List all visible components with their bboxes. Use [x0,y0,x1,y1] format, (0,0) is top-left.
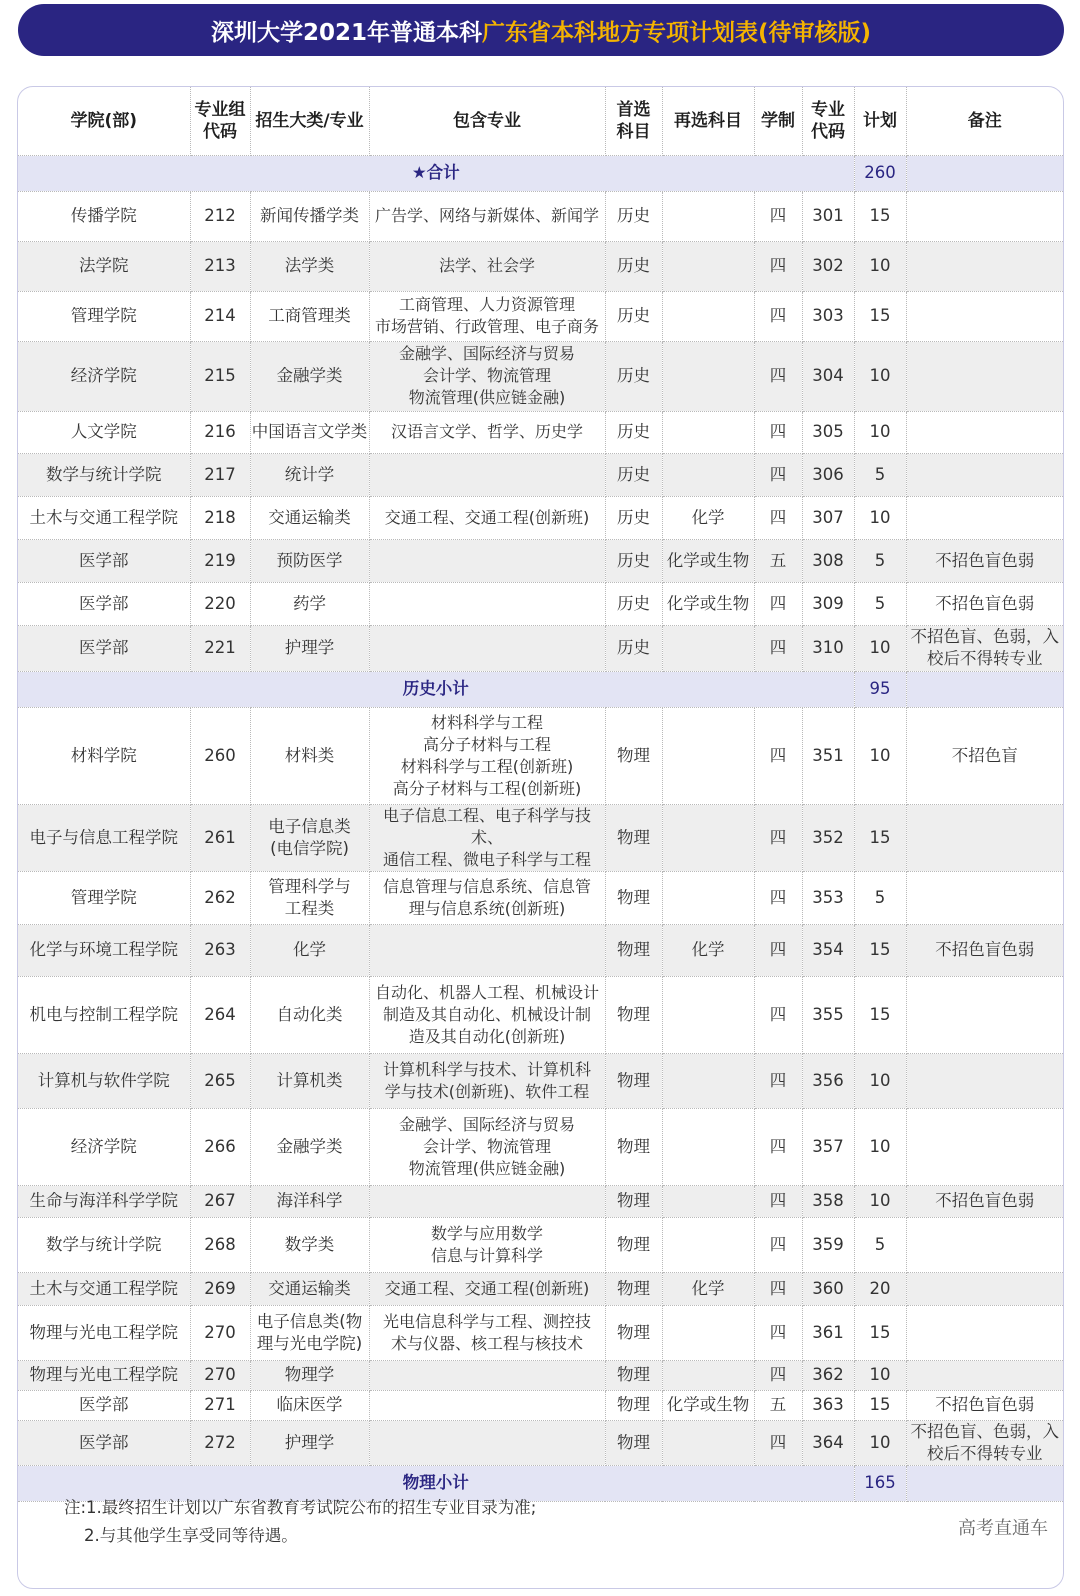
cell-college: 经济学院 [18,341,190,411]
cell-category: 电子信息类(物 理与光电学院) [250,1305,369,1360]
cell-second-subject [662,1420,754,1465]
cell-category: 计算机类 [250,1053,369,1108]
table-body [18,155,1063,1501]
cell-plan: 15 [854,1305,906,1360]
footnotes [64,1494,536,1550]
table-row [18,924,1063,976]
cell-remarks [906,1272,1063,1305]
cell-duration: 四 [754,191,802,241]
cell-included-majors: 光电信息科学与工程、测控技 术与仪器、核工程与核技术 [369,1305,605,1360]
cell-duration: 四 [754,1053,802,1108]
cell-remarks [906,1305,1063,1360]
cell-group-code: 216 [190,411,250,453]
cell-plan: 10 [854,1185,906,1217]
summary-empty [906,1465,1063,1501]
cell-college: 计算机与软件学院 [18,1053,190,1108]
col-header-college: 学院(部) [18,87,190,155]
cell-group-code: 220 [190,582,250,625]
cell-major-code: 362 [802,1360,854,1390]
cell-category: 电子信息类 (电信学院) [250,804,369,871]
cell-second-subject: 化学 [662,496,754,539]
cell-remarks [906,453,1063,496]
cell-included-majors: 法学、社会学 [369,241,605,291]
cell-first-subject: 历史 [605,625,662,671]
title-part-2: 广东省本科地方专项计划表(待审核版) [481,19,872,46]
cell-second-subject [662,804,754,871]
table-row [18,1185,1063,1217]
cell-major-code: 353 [802,871,854,924]
summary-empty [906,671,1063,707]
cell-first-subject: 历史 [605,191,662,241]
summary-empty [906,155,1063,191]
cell-first-subject: 历史 [605,496,662,539]
cell-category: 工商管理类 [250,291,369,341]
cell-group-code: 266 [190,1108,250,1185]
cell-included-majors: 材料科学与工程 高分子材料与工程 材料科学与工程(创新班) 高分子材料与工程(创新班) [369,707,605,804]
cell-plan: 10 [854,625,906,671]
cell-remarks [906,1360,1063,1390]
cell-major-code: 306 [802,453,854,496]
plan-table [18,87,1063,1502]
cell-first-subject: 历史 [605,582,662,625]
cell-college: 电子与信息工程学院 [18,804,190,871]
col-header-first-subject: 首选 科目 [605,87,662,155]
cell-category: 预防医学 [250,539,369,582]
cell-remarks [906,871,1063,924]
cell-group-code: 215 [190,341,250,411]
cell-category: 化学 [250,924,369,976]
cell-included-majors [369,1185,605,1217]
cell-group-code: 264 [190,976,250,1053]
cell-duration: 四 [754,411,802,453]
cell-second-subject: 化学或生物 [662,539,754,582]
cell-included-majors [369,1420,605,1465]
cell-second-subject [662,1217,754,1272]
cell-major-code: 356 [802,1053,854,1108]
cell-major-code: 308 [802,539,854,582]
cell-second-subject [662,291,754,341]
cell-college: 经济学院 [18,1108,190,1185]
cell-college: 化学与环境工程学院 [18,924,190,976]
cell-second-subject [662,1053,754,1108]
cell-second-subject [662,411,754,453]
cell-college: 传播学院 [18,191,190,241]
col-header-included-majors: 包含专业 [369,87,605,155]
cell-first-subject: 物理 [605,1108,662,1185]
cell-group-code: 219 [190,539,250,582]
cell-included-majors: 信息管理与信息系统、信息管 理与信息系统(创新班) [369,871,605,924]
cell-duration: 四 [754,707,802,804]
cell-plan: 15 [854,924,906,976]
cell-first-subject: 历史 [605,453,662,496]
cell-remarks: 不招色盲色弱 [906,924,1063,976]
table-row [18,1390,1063,1420]
cell-group-code: 268 [190,1217,250,1272]
cell-included-majors: 广告学、网络与新媒体、新闻学 [369,191,605,241]
cell-included-majors: 自动化、机器人工程、机械设计 制造及其自动化、机械设计制 造及其自动化(创新班) [369,976,605,1053]
cell-college: 法学院 [18,241,190,291]
cell-remarks [906,341,1063,411]
cell-category: 临床医学 [250,1390,369,1420]
cell-category: 新闻传播学类 [250,191,369,241]
table-row [18,1108,1063,1185]
cell-category: 材料类 [250,707,369,804]
cell-first-subject: 物理 [605,1420,662,1465]
cell-major-code: 358 [802,1185,854,1217]
cell-group-code: 265 [190,1053,250,1108]
cell-first-subject: 物理 [605,1185,662,1217]
title-banner [18,4,1064,56]
cell-included-majors [369,539,605,582]
cell-duration: 五 [754,1390,802,1420]
cell-first-subject: 历史 [605,411,662,453]
cell-included-majors: 工商管理、人力资源管理 市场营销、行政管理、电子商务 [369,291,605,341]
table-row [18,804,1063,871]
cell-first-subject: 物理 [605,924,662,976]
cell-plan: 20 [854,1272,906,1305]
cell-remarks [906,976,1063,1053]
cell-category: 统计学 [250,453,369,496]
cell-group-code: 260 [190,707,250,804]
summary-label: 历史小计 [18,671,854,707]
cell-college: 土木与交通工程学院 [18,496,190,539]
cell-group-code: 272 [190,1420,250,1465]
cell-second-subject: 化学 [662,924,754,976]
summary-label: 物理小计 [18,1465,854,1501]
cell-group-code: 218 [190,496,250,539]
cell-major-code: 305 [802,411,854,453]
cell-category: 管理科学与 工程类 [250,871,369,924]
cell-second-subject [662,341,754,411]
cell-major-code: 355 [802,976,854,1053]
cell-plan: 10 [854,1053,906,1108]
cell-first-subject: 物理 [605,1053,662,1108]
cell-second-subject [662,191,754,241]
cell-duration: 四 [754,976,802,1053]
cell-group-code: 221 [190,625,250,671]
table-row [18,1053,1063,1108]
cell-duration: 四 [754,291,802,341]
table-row [18,1272,1063,1305]
cell-college: 数学与统计学院 [18,1217,190,1272]
cell-major-code: 307 [802,496,854,539]
cell-first-subject: 物理 [605,707,662,804]
cell-category: 护理学 [250,625,369,671]
cell-category: 护理学 [250,1420,369,1465]
cell-major-code: 359 [802,1217,854,1272]
cell-remarks [906,1053,1063,1108]
cell-included-majors [369,924,605,976]
cell-category: 交通运输类 [250,496,369,539]
cell-college: 生命与海洋科学学院 [18,1185,190,1217]
cell-major-code: 364 [802,1420,854,1465]
cell-category: 交通运输类 [250,1272,369,1305]
cell-plan: 10 [854,707,906,804]
cell-duration: 四 [754,496,802,539]
table-row [18,871,1063,924]
cell-category: 金融学类 [250,341,369,411]
cell-first-subject: 物理 [605,871,662,924]
cell-included-majors [369,625,605,671]
cell-major-code: 351 [802,707,854,804]
cell-duration: 四 [754,1420,802,1465]
cell-college: 医学部 [18,1420,190,1465]
cell-first-subject: 物理 [605,976,662,1053]
cell-major-code: 363 [802,1390,854,1420]
cell-first-subject: 历史 [605,539,662,582]
col-header-category: 招生大类/专业 [250,87,369,155]
cell-category: 法学类 [250,241,369,291]
cell-first-subject: 物理 [605,1305,662,1360]
cell-group-code: 212 [190,191,250,241]
cell-second-subject [662,871,754,924]
cell-duration: 四 [754,1272,802,1305]
cell-group-code: 267 [190,1185,250,1217]
cell-category: 中国语言文学类 [250,411,369,453]
table-row [18,539,1063,582]
cell-plan: 5 [854,453,906,496]
cell-category: 自动化类 [250,976,369,1053]
cell-remarks [906,1108,1063,1185]
cell-category: 海洋科学 [250,1185,369,1217]
cell-duration: 五 [754,539,802,582]
cell-first-subject: 物理 [605,804,662,871]
cell-second-subject [662,625,754,671]
cell-major-code: 303 [802,291,854,341]
cell-college: 医学部 [18,539,190,582]
cell-plan: 5 [854,871,906,924]
cell-included-majors: 金融学、国际经济与贸易 会计学、物流管理 物流管理(供应链金融) [369,341,605,411]
cell-remarks [906,241,1063,291]
table-row [18,453,1063,496]
cell-first-subject: 历史 [605,341,662,411]
cell-college: 人文学院 [18,411,190,453]
cell-major-code: 309 [802,582,854,625]
cell-remarks: 不招色盲 [906,707,1063,804]
summary-plan: 165 [854,1465,906,1501]
cell-plan: 10 [854,411,906,453]
footnote-2: 2.与其他学生享受同等待遇。 [84,1526,298,1545]
summary-plan: 260 [854,155,906,191]
cell-remarks [906,1217,1063,1272]
cell-duration: 四 [754,341,802,411]
cell-first-subject: 物理 [605,1360,662,1390]
cell-duration: 四 [754,1108,802,1185]
cell-plan: 15 [854,291,906,341]
cell-plan: 15 [854,976,906,1053]
cell-remarks [906,804,1063,871]
cell-plan: 10 [854,1108,906,1185]
cell-major-code: 302 [802,241,854,291]
cell-duration: 四 [754,1217,802,1272]
history-subtotal-row [18,671,1063,707]
cell-plan: 15 [854,1390,906,1420]
cell-first-subject: 历史 [605,291,662,341]
col-header-major-code: 专业 代码 [802,87,854,155]
cell-duration: 四 [754,241,802,291]
col-header-group-code: 专业组 代码 [190,87,250,155]
cell-category: 数学类 [250,1217,369,1272]
cell-major-code: 361 [802,1305,854,1360]
table-row [18,976,1063,1053]
cell-duration: 四 [754,871,802,924]
cell-remarks: 不招色盲色弱 [906,1185,1063,1217]
cell-major-code: 357 [802,1108,854,1185]
col-header-plan: 计划 [854,87,906,155]
cell-major-code: 310 [802,625,854,671]
cell-college: 医学部 [18,1390,190,1420]
cell-college: 数学与统计学院 [18,453,190,496]
footnote-1: 注:1.最终招生计划以广东省教育考试院公布的招生专业目录为准; [64,1498,537,1517]
cell-remarks: 不招色盲、色弱，入 校后不得转专业 [906,1420,1063,1465]
cell-remarks [906,411,1063,453]
cell-group-code: 270 [190,1360,250,1390]
cell-second-subject [662,1185,754,1217]
cell-duration: 四 [754,1360,802,1390]
table-row [18,1420,1063,1465]
cell-group-code: 263 [190,924,250,976]
table-row [18,191,1063,241]
cell-included-majors: 计算机科学与技术、计算机科 学与技术(创新班)、软件工程 [369,1053,605,1108]
cell-included-majors: 数学与应用数学 信息与计算科学 [369,1217,605,1272]
cell-major-code: 304 [802,341,854,411]
cell-first-subject: 物理 [605,1390,662,1420]
cell-college: 物理与光电工程学院 [18,1305,190,1360]
cell-second-subject: 化学或生物 [662,582,754,625]
cell-plan: 10 [854,496,906,539]
table-row [18,496,1063,539]
table-row [18,341,1063,411]
cell-group-code: 262 [190,871,250,924]
cell-included-majors: 金融学、国际经济与贸易 会计学、物流管理 物流管理(供应链金融) [369,1108,605,1185]
cell-plan: 10 [854,1420,906,1465]
cell-group-code: 271 [190,1390,250,1420]
cell-included-majors [369,582,605,625]
cell-duration: 四 [754,453,802,496]
cell-second-subject [662,1305,754,1360]
cell-duration: 四 [754,1305,802,1360]
cell-plan: 5 [854,539,906,582]
cell-included-majors: 汉语言文学、哲学、历史学 [369,411,605,453]
cell-duration: 四 [754,625,802,671]
title-part-1: 深圳大学2021年普通本科 [210,19,482,46]
cell-included-majors: 交通工程、交通工程(创新班) [369,496,605,539]
col-header-remarks: 备注 [906,87,1063,155]
header-row [18,87,1063,155]
cell-second-subject: 化学或生物 [662,1390,754,1420]
cell-remarks: 不招色盲色弱 [906,539,1063,582]
total-row [18,155,1063,191]
cell-college: 土木与交通工程学院 [18,1272,190,1305]
table-row [18,582,1063,625]
table-row [18,241,1063,291]
cell-plan: 5 [854,1217,906,1272]
cell-college: 机电与控制工程学院 [18,976,190,1053]
cell-plan: 15 [854,191,906,241]
cell-category: 药学 [250,582,369,625]
cell-plan: 5 [854,582,906,625]
table-row [18,1217,1063,1272]
cell-second-subject [662,1360,754,1390]
cell-plan: 10 [854,1360,906,1390]
table-row [18,291,1063,341]
table-row [18,1360,1063,1390]
cell-duration: 四 [754,1185,802,1217]
cell-group-code: 214 [190,291,250,341]
cell-included-majors: 电子信息工程、电子科学与技术、 通信工程、微电子科学与工程 [369,804,605,871]
cell-plan: 15 [854,804,906,871]
cell-included-majors [369,453,605,496]
cell-duration: 四 [754,924,802,976]
cell-category: 金融学类 [250,1108,369,1185]
cell-remarks [906,191,1063,241]
cell-group-code: 213 [190,241,250,291]
cell-major-code: 301 [802,191,854,241]
cell-major-code: 354 [802,924,854,976]
cell-college: 医学部 [18,625,190,671]
cell-included-majors: 交通工程、交通工程(创新班) [369,1272,605,1305]
table-row [18,625,1063,671]
col-header-duration: 学制 [754,87,802,155]
cell-remarks: 不招色盲色弱 [906,1390,1063,1420]
cell-included-majors [369,1360,605,1390]
cell-duration: 四 [754,804,802,871]
cell-remarks: 不招色盲、色弱，入 校后不得转专业 [906,625,1063,671]
cell-remarks [906,291,1063,341]
cell-second-subject [662,707,754,804]
col-header-second-subject: 再选科目 [662,87,754,155]
summary-plan: 95 [854,671,906,707]
plan-table-frame [17,86,1064,1589]
cell-major-code: 352 [802,804,854,871]
cell-second-subject [662,453,754,496]
cell-second-subject [662,1108,754,1185]
watermark: 高考直通车 [958,1518,1048,1539]
cell-duration: 四 [754,582,802,625]
cell-remarks [906,496,1063,539]
cell-group-code: 261 [190,804,250,871]
cell-first-subject: 物理 [605,1272,662,1305]
cell-first-subject: 物理 [605,1217,662,1272]
cell-college: 管理学院 [18,291,190,341]
cell-category: 物理学 [250,1360,369,1390]
cell-college: 管理学院 [18,871,190,924]
cell-plan: 10 [854,241,906,291]
cell-group-code: 217 [190,453,250,496]
cell-college: 医学部 [18,582,190,625]
cell-college: 物理与光电工程学院 [18,1360,190,1390]
cell-first-subject: 历史 [605,241,662,291]
cell-second-subject [662,241,754,291]
cell-included-majors [369,1390,605,1420]
cell-plan: 10 [854,341,906,411]
cell-second-subject: 化学 [662,1272,754,1305]
cell-group-code: 269 [190,1272,250,1305]
cell-major-code: 360 [802,1272,854,1305]
summary-label: ★合计 [18,155,854,191]
table-row [18,411,1063,453]
cell-remarks: 不招色盲色弱 [906,582,1063,625]
table-row [18,1305,1063,1360]
cell-group-code: 270 [190,1305,250,1360]
cell-college: 材料学院 [18,707,190,804]
table-row [18,707,1063,804]
cell-second-subject [662,976,754,1053]
